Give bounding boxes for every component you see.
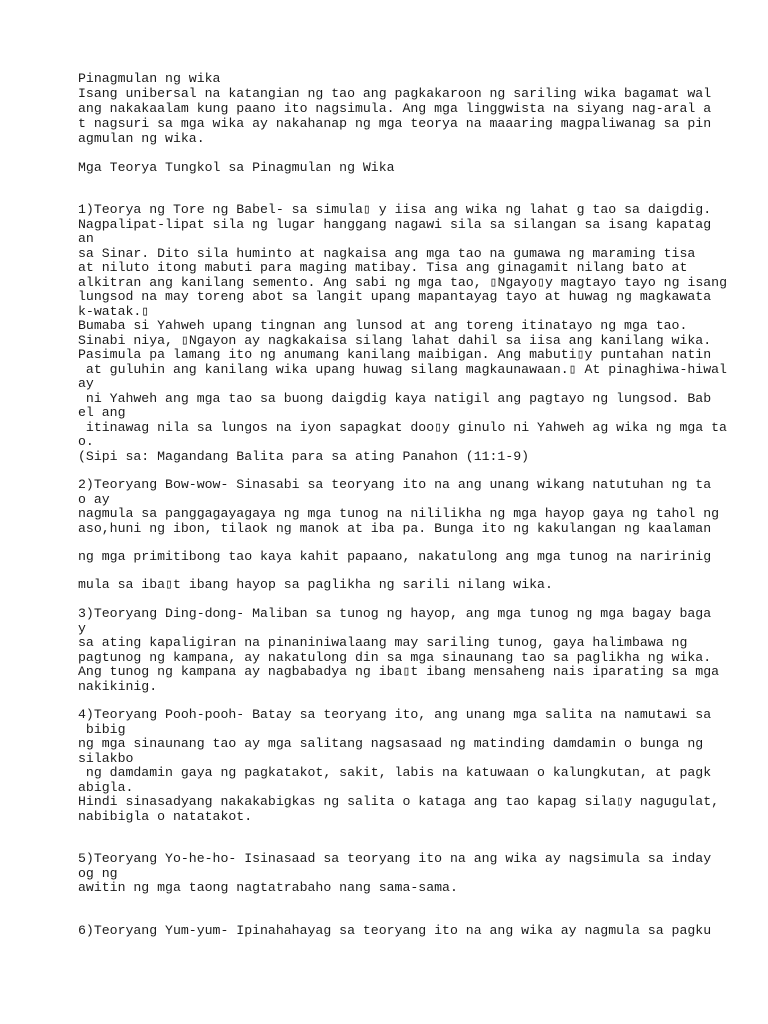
theory-3-line: Ang tunog ng kampana ay nagbabadya ng iba▯t ibang mensaheng nais iparating sa mga (78, 664, 720, 679)
theory-3-line: sa ating kapaligiran na pinaniniwalaang may sariling tunog, gaya halimbawa ng (78, 635, 688, 650)
theory-2-line: o ay (78, 492, 110, 507)
theory-1-line: ay (78, 376, 94, 391)
theory-2-line: mula sa iba▯t ibang hayop sa paglikha ng sarili nilang wika. (78, 577, 553, 592)
theory-4-line: ng damdamin gaya ng pagkatakot, sakit, labis na katuwaan o kalungkutan, at pagk (78, 765, 712, 780)
theory-2-line: aso,huni ng ibon, tilaok ng manok at iba pa. Bunga ito ng kakulangan ng kaalaman (78, 521, 712, 536)
citation-line: (Sipi sa: Magandang Balita para sa ating Panahon (11:1-9) (78, 449, 530, 464)
document-title: Pinagmulan ng wika (78, 71, 221, 86)
intro-line: ang nakakaalam kung paano ito nagsimula. Ang mga linggwista na siyang nag-aral a (78, 101, 712, 116)
theory-4-line: 4)Teoryang Pooh-pooh- Batay sa teoryang ito, ang unang mga salita na namutawi sa (78, 707, 712, 722)
theory-1-line: o. (78, 434, 94, 449)
theory-6-line: 6)Teoryang Yum-yum- Ipinahahayag sa teoryang ito na ang wika ay nagmula sa pagku (78, 923, 712, 938)
theory-1-line: ni Yahweh ang mga tao sa buong daigdig kaya natigil ang pagtayo ng lungsod. Bab (78, 391, 712, 406)
intro-line: t nagsuri sa mga wika ay nakahanap ng mga teorya na maaaring magpaliwanag sa pin (78, 116, 712, 131)
theory-3-line: y (78, 621, 86, 636)
theory-1-line: Nagpalipat-lipat sila ng lugar hanggang nagawi sila sa silangan sa isang kapatag (78, 217, 712, 232)
theory-1-line: an (78, 231, 94, 246)
theory-3-line: 3)Teoryang Ding-dong- Maliban sa tunog ng hayop, ang mga tunog ng mga bagay baga (78, 606, 712, 621)
theory-3-line: nakikinig. (78, 679, 158, 694)
theory-1-line: at guluhin ang kanilang wika upang huwag silang magkaunawaan.▯ At pinaghiwa-hiwal (78, 362, 727, 377)
theory-4-line: abigla. (78, 780, 134, 795)
theory-1-line: Bumaba si Yahweh upang tingnan ang lunsod at ang toreng itinatayo ng mga tao. (78, 318, 688, 333)
theory-1-line: at niluto itong mabuti para maging matibay. Tisa ang ginagamit nilang bato at (78, 260, 688, 275)
theory-2-line: nagmula sa panggagayagaya ng mga tunog na nililikha ng mga hayop gaya ng tahol ng (78, 506, 720, 521)
theory-1-line: sa Sinar. Dito sila huminto at nagkaisa ang mga tao na gumawa ng maraming tisa (78, 246, 696, 261)
theory-5-line: og ng (78, 866, 118, 881)
theory-4-line: bibig (78, 722, 126, 737)
theory-1-line: el ang (78, 405, 126, 420)
theory-3-line: pagtunog ng kampana, ay nakatulong din sa mga sinaunang tao sa paglikha ng wika. (78, 650, 712, 665)
theory-1-line: 1)Teorya ng Tore ng Babel- sa simula▯ y iisa ang wika ng lahat g tao sa daigdig. (78, 202, 712, 217)
theory-1-line: k-watak.▯ (78, 304, 150, 319)
theory-1-line: alkitran ang kanilang semento. Ang sabi ng mga tao, ▯Ngayo▯y magtayo tayo ng isang (78, 275, 727, 290)
theory-1-line: Sinabi niya, ▯Ngayon ay nagkakaisa silang lahat dahil sa iisa ang kanilang wika. (78, 333, 712, 348)
intro-line: Isang unibersal na katangian ng tao ang pagkakaroon ng sariling wika bagamat wal (78, 86, 712, 101)
theory-4-line: nabibigla o natatakot. (78, 809, 253, 824)
theory-1-line: Pasimula pa lamang ito ng anumang kanilang maibigan. Ang mabuti▯y puntahan natin (78, 347, 712, 362)
theory-4-line: ng mga sinaunang tao ay mga salitang nagsasaad ng matinding damdamin o bunga ng (78, 736, 704, 751)
theory-1-line: lungsod na may toreng abot sa langit upang mapantayag tayo at huwag ng magkawata (78, 289, 712, 304)
theory-2-line: 2)Teoryang Bow-wow- Sinasabi sa teoryang ito na ang unang wikang natutuhan ng ta (78, 477, 712, 492)
theory-5-line: 5)Teoryang Yo-he-ho- Isinasaad sa teoryang ito na ang wika ay nagsimula sa inday (78, 851, 712, 866)
section-heading: Mga Teorya Tungkol sa Pinagmulan ng Wika (78, 160, 395, 175)
theory-4-line: Hindi sinasadyang nakakabigkas ng salita o kataga ang tao kapag sila▯y nagugulat, (78, 794, 720, 809)
theory-2-line: ng mga primitibong tao kaya kahit papaano, nakatulong ang mga tunog na naririnig (78, 549, 712, 564)
theory-1-line: itinawag nila sa lungos na iyon sapagkat doo▯y ginulo ni Yahweh ag wika ng mga ta (78, 420, 727, 435)
theory-5-line: awitin ng mga taong nagtatrabaho nang sama-sama. (78, 880, 458, 895)
intro-line: agmulan ng wika. (78, 131, 205, 146)
theory-4-line: silakbo (78, 751, 134, 766)
